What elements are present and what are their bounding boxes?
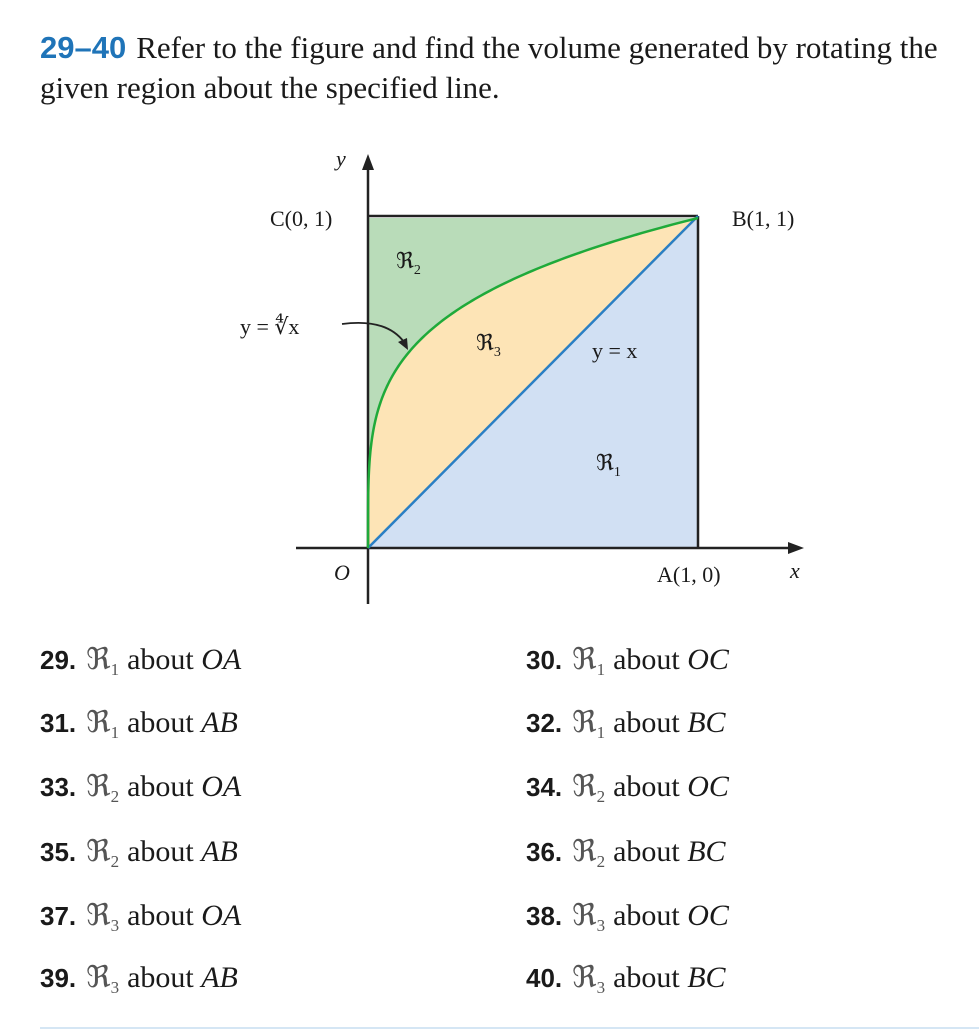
exercise-29: 29. ℜ$_1$ about OA — [40, 642, 242, 679]
exercise-39: 39. ℜ$_3$ about AB — [40, 960, 238, 997]
exercise-36: 36. ℜ$_2$ about BC — [526, 834, 726, 871]
point-b-label: B(1, 1) — [732, 206, 795, 231]
exercise-38: 38. ℜ$_3$ about OC — [526, 898, 729, 935]
region-r2-label: ℜ$_2$ — [396, 248, 421, 278]
y-axis-arrow — [362, 154, 374, 170]
y-axis-label: y — [336, 146, 346, 171]
region-r3-label: ℜ$_3$ — [476, 330, 501, 360]
diagonal-label: y = x — [592, 338, 638, 363]
exercise-34: 34. ℜ$_2$ about OC — [526, 769, 729, 806]
point-a-label: A(1, 0) — [657, 562, 721, 587]
exercise-33: 33. ℜ$_2$ about OA — [40, 769, 242, 806]
region-r1-label: ℜ$_1$ — [596, 450, 621, 480]
instruction-text: Refer to the figure and find the volume generated by rotating the given region about the specified line. — [40, 30, 938, 105]
x-axis-label: x — [790, 558, 800, 583]
exercise-35: 35. ℜ$_2$ about AB — [40, 834, 238, 871]
exercise-40: 40. ℜ$_3$ about BC — [526, 960, 726, 997]
origin-label: O — [334, 560, 350, 585]
exercise-37: 37. ℜ$_3$ about OA — [40, 898, 242, 935]
exercise-range: 29–40 — [40, 30, 127, 65]
exercise-30: 30. ℜ$_1$ about OC — [526, 642, 729, 679]
exercise-32: 32. ℜ$_1$ about BC — [526, 705, 726, 742]
bottom-divider — [40, 1027, 979, 1029]
root-curve-label: y = ∜x — [240, 314, 300, 339]
point-c-label: C(0, 1) — [270, 206, 333, 231]
exercise-31: 31. ℜ$_1$ about AB — [40, 705, 238, 742]
x-axis-arrow — [788, 542, 804, 554]
